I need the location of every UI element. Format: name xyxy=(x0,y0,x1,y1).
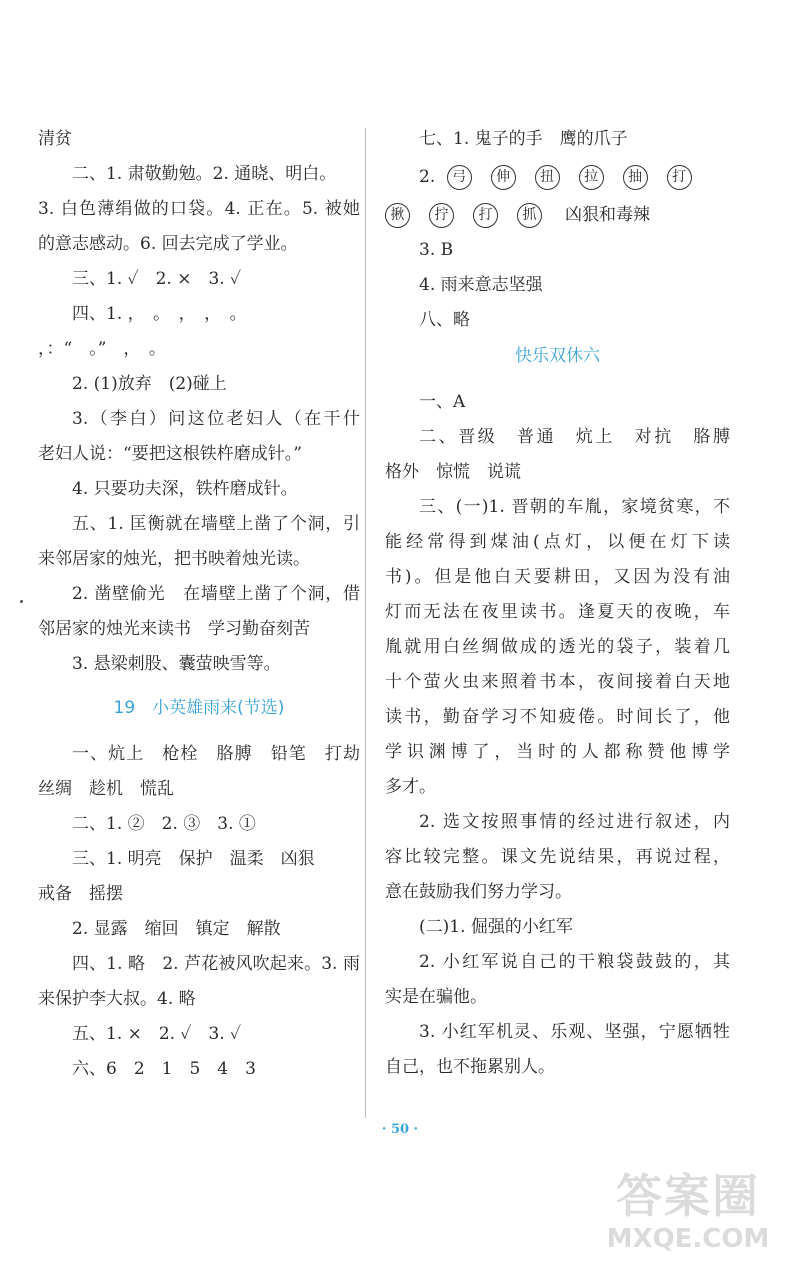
answer-line: 三、1. ✓ 2. × 3. ✓ xyxy=(72,269,242,289)
watermark-bottom-text: MXQE.COM xyxy=(606,1224,770,1254)
answer-line: 丝绸 趁机 慌乱 xyxy=(38,779,174,799)
answer-line: 3. B xyxy=(419,240,454,260)
answer-line: 五、1. × 2. ✓ 3. ✓ xyxy=(72,1024,242,1044)
circled-char: 扭 xyxy=(535,165,560,190)
answer-line: 二、1. 肃敬勤勉。2. 通晓、明白。 xyxy=(72,164,337,184)
margin-dot xyxy=(20,600,23,603)
answer-line: 灯而无法在夜里读书。逢夏天的夜晚，车 xyxy=(385,602,730,622)
answer-line: 三、(一)1. 晋朝的车胤，家境贫寒，不 xyxy=(419,497,730,517)
section-title-weekend-6: 快乐双休六 xyxy=(515,346,600,366)
right-lines-b xyxy=(385,391,730,1078)
answer-line: 十个萤火虫来照着书本，夜间接着白天地 xyxy=(385,672,730,692)
answer-line: 3. 悬梁刺股、囊萤映雪等。 xyxy=(72,654,281,674)
answer-line: 七、1. 鬼子的手 鹰的爪子 xyxy=(419,129,628,149)
answer-line: 一、A xyxy=(419,392,466,412)
item-number: 2. xyxy=(419,167,441,187)
circled-char: 打 xyxy=(667,165,692,190)
left-bottom-lines xyxy=(38,743,360,1080)
circled-chars-row-1 xyxy=(385,163,730,191)
column-divider xyxy=(365,128,366,1118)
answer-line: (二)1. 倔强的小红军 xyxy=(419,917,573,937)
answer-line: 的意志感动。6. 回去完成了学业。 xyxy=(38,234,298,254)
answer-line: 自己，也不拖累别人。 xyxy=(385,1057,555,1077)
answer-line: 2. 选文按照事情的经过进行叙述，内 xyxy=(419,812,730,832)
answer-line: 4. 雨来意志坚强 xyxy=(419,275,543,295)
answer-line: 来邻居家的烛光，把书映着烛光读。 xyxy=(38,549,310,569)
answer-line: 邻居家的烛光来读书 学习勤奋刻苦 xyxy=(38,619,310,639)
answer-line: 八、略 xyxy=(419,310,470,330)
circled-char: 抓 xyxy=(517,203,542,228)
answer-line: 二、1. ② 2. ③ 3. ① xyxy=(72,814,256,834)
answer-line: 格外 惊慌 说谎 xyxy=(385,462,521,482)
watermark-top-text: 答案圈 xyxy=(616,1169,760,1223)
left-top-lines xyxy=(38,128,360,675)
circled-char: 拉 xyxy=(579,165,604,190)
page-number: · 50 · xyxy=(381,1122,419,1137)
answer-line: 2. 小红军说自己的干粮袋鼓鼓的，其 xyxy=(419,952,730,972)
watermark-logo xyxy=(598,1168,778,1263)
answer-line: 3. 小红军机灵、乐观、坚强，宁愿牺牲 xyxy=(419,1022,730,1042)
answer-line: 3.（李白）问这位老妇人（在干什 xyxy=(72,409,360,429)
answer-line: 2. 显露 缩回 镇定 解散 xyxy=(72,919,281,939)
answer-line: 清贫 xyxy=(38,129,72,149)
circled-char: 揪 xyxy=(385,203,410,228)
answer-line: 二、晋级 普通 炕上 对抗 胳膊 xyxy=(419,427,730,447)
answer-line: 四、1. 略 2. 芦花被风吹起来。3. 雨 xyxy=(72,954,360,974)
answer-line: 胤就用白丝绸做成的透光的袋子，装着几 xyxy=(385,637,730,657)
answer-line: 意在鼓励我们努力学习。 xyxy=(385,882,572,902)
answer-line: 四、1. ， 。 ， ， 。 xyxy=(72,304,247,324)
answer-line: 多才。 xyxy=(385,777,436,797)
right-lines-a xyxy=(385,239,730,331)
answer-line: 来保护李大叔。4. 略 xyxy=(38,989,196,1009)
answer-line: 六、6 2 1 5 4 3 xyxy=(72,1059,256,1079)
circled-char: 弓 xyxy=(447,165,472,190)
answer-line: 读书，勤奋学习不知疲倦。时间长了，他 xyxy=(385,707,730,727)
circled-char: 打 xyxy=(473,203,498,228)
right-column xyxy=(385,128,730,1091)
answer-line: 学识渊博了，当时的人都称赞他博学 xyxy=(385,742,730,762)
circled-char: 抽 xyxy=(623,165,648,190)
answer-line: ，：“ 。” ， 。 xyxy=(38,339,166,359)
answer-line: 2. (1)放弃 (2)碰上 xyxy=(72,374,227,394)
answer-line: 一、炕上 枪栓 胳膊 铅笔 打劫 xyxy=(72,744,360,764)
answer-line: 五、1. 匡衡就在墙壁上凿了个洞，引 xyxy=(72,514,360,534)
circled-char: 拧 xyxy=(429,203,454,228)
answer-line: 4. 只要功夫深，铁杵磨成针。 xyxy=(72,479,298,499)
answer-line: 书)。但是他白天要耕田，又因为没有油 xyxy=(385,567,730,587)
answer-line: 容比较完整。课文先说结果，再说过程， xyxy=(385,847,730,867)
section-title-19: 19 小英雄雨来(节选) xyxy=(113,698,285,718)
answer-line: 三、1. 明亮 保护 温柔 凶狠 xyxy=(72,849,315,869)
circle-row-suffix: 凶狠和毒辣 xyxy=(565,205,650,225)
answer-line: 戒备 摇摆 xyxy=(38,884,123,904)
answer-line: 实是在骗他。 xyxy=(385,987,487,1007)
answer-line: 2. 凿壁偷光 在墙壁上凿了个洞，借 xyxy=(72,584,360,604)
left-column xyxy=(38,128,360,1093)
answer-line: 3. 白色薄绢做的口袋。4. 正在。5. 被她 xyxy=(38,199,360,219)
circled-chars-row-2 xyxy=(385,201,730,229)
circled-char: 伸 xyxy=(491,165,516,190)
answer-line: 能经常得到煤油(点灯，以便在灯下读 xyxy=(385,532,730,552)
answer-line: 老妇人说：“要把这根铁杵磨成针。” xyxy=(38,444,302,464)
